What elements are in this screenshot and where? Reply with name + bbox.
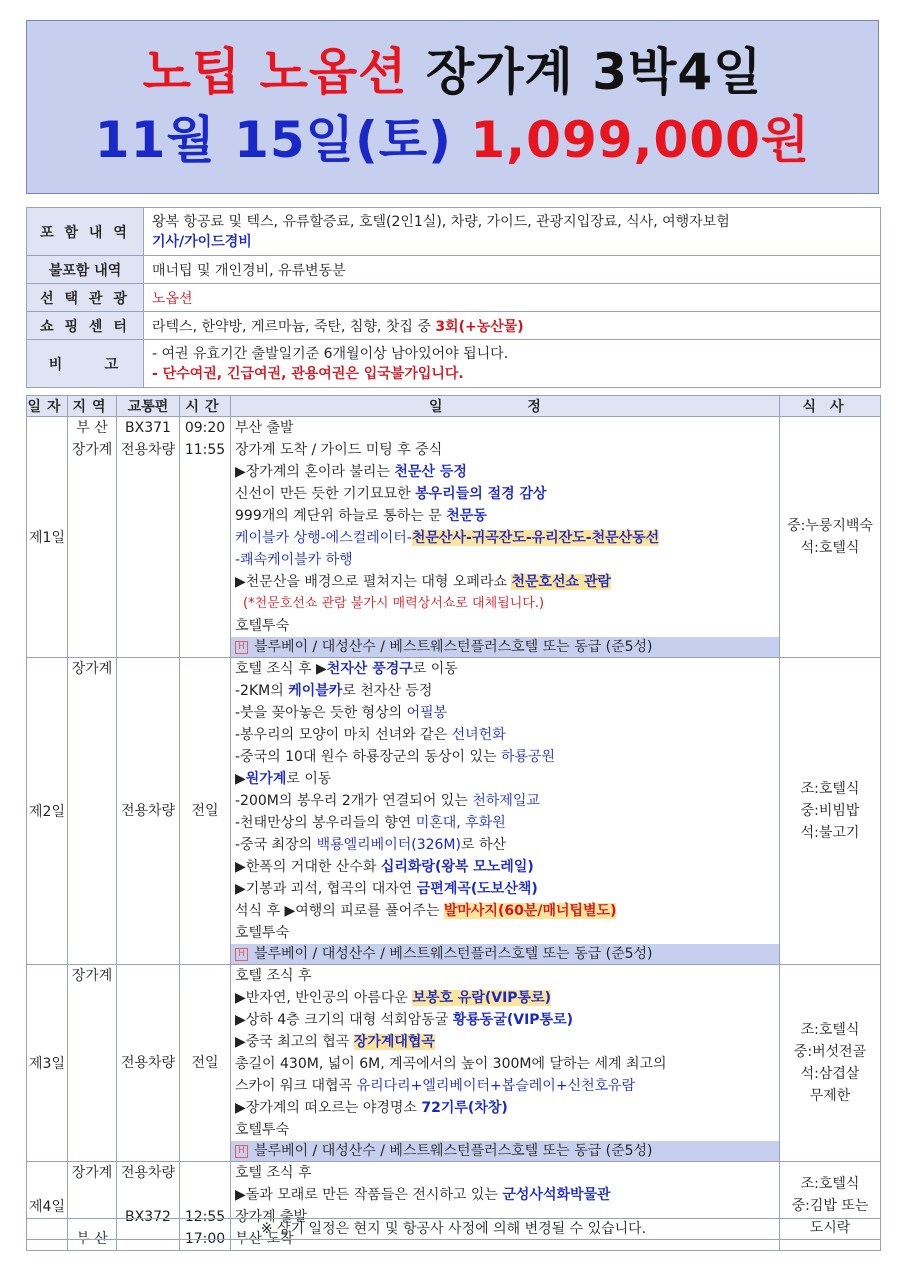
day3-hotel [231,1141,779,1161]
exclude-value: 매너팁 및 개인경비, 유류변동분 [144,256,881,284]
text: ▶반자연, 반인공의 아름다운 [235,990,413,1006]
remark-value [144,340,881,388]
banner-line-2 [27,109,878,171]
day1-time [180,417,231,658]
remark-2: - 단수여권, 긴급여권, 관용여권은 입국불가입니다. [152,365,464,382]
day3-line-e: 총길이 430M, 넓이 6M, 계곡에서의 높이 300M에 달하는 세계 최고의 [235,1056,667,1072]
shop-label: 쇼 핑 센 터 [27,312,144,340]
day1-line-f [235,527,775,549]
day3-transport: 전용차량 [117,965,180,1162]
hotel-text: 블루베이 / 대성산수 / 베스트웨스턴플러스호텔 또는 동급 (준5성) [254,639,653,655]
highlight: 유리다리+엘리베이터+봅슬레이+신천호유람 [356,1078,636,1094]
day2-line-f [235,768,775,790]
day4-meal-1: 조:호텔식 [800,1176,860,1192]
day1-line-a: 부산 출발 [235,420,294,436]
highlight: 어필봉 [406,705,448,721]
day3-meal-3: 석:삼겹살 [800,1066,860,1082]
hotel-text: 블루베이 / 대성산수 / 베스트웨스턴플러스호텔 또는 동급 (준5성) [254,946,653,962]
banner-no-tip: 노팁 노옵션 [142,43,408,101]
text: 로 하산 [460,837,507,853]
day4-line-c: 장가계 출발 [235,1209,308,1225]
day4-transport-2: BX372 [125,1209,171,1225]
text: 스카이 워크 대협곡 [235,1078,357,1094]
day2-line-e [235,746,775,768]
day4-time-2: 17:00 [184,1231,226,1247]
day1-line-h [235,571,775,593]
text: ▶천문산을 배경으로 펼쳐지는 대형 오페라쇼 [235,574,512,590]
highlight: 황룡동굴(VIP통로) [452,1012,573,1028]
text: 케이블카 상행-에스컬레이터- [235,530,412,546]
day2-line-i [235,834,775,856]
shop-text: 라텍스, 한약방, 게르마늄, 죽탄, 침향, 찻집 중 [152,318,436,335]
shop-count: 3회(+농산물) [435,318,524,335]
header-day: 일자 [27,396,68,417]
day1-time-2: 11:55 [184,442,226,458]
day3-line-f [235,1075,775,1097]
highlight: 장가계대협곡 [353,1034,435,1050]
highlight: 천문산사-귀곡잔도-유리잔도-천문산동선 [411,530,660,546]
day1-line-i: (*천문호선쇼 관람 불가시 매력상서쇼로 대체됩니다.) [243,596,545,611]
highlight: 군성사석화박물관 [502,1187,611,1203]
highlight: 하룡공원 [500,749,556,765]
text: 로 천자산 등정 [342,683,433,699]
day3-line-c [235,1009,775,1031]
spacer [180,1162,230,1206]
day2-meal-2: 중:비빔밥 [800,803,860,819]
text: -200M의 봉우리 2개가 연결되어 있는 [235,793,473,809]
text: ▶ [235,771,246,787]
highlight: 봉우리들의 절경 감상 [415,486,547,502]
text: -2KM의 [235,683,289,699]
day1-line-g: -쾌속케이블카 하행 [235,552,353,568]
day1-region [68,417,117,658]
day1-line-j: 호텔투숙 [235,618,290,634]
day1-row [27,417,881,658]
day3-time: 전일 [180,965,231,1162]
exclude-label: 불포함 내역 [27,256,144,284]
highlight: 백룡엘리베이터(326M) [316,837,461,853]
banner-trip: 장가계 3박4일 [425,43,763,101]
option-value: 노옵션 [144,284,881,312]
day3-meal-1: 조:호텔식 [800,1022,860,1038]
header-region: 지역 [68,396,117,417]
day4-time-1: 12:55 [184,1209,226,1225]
day3-line-h: 호텔투숙 [235,1122,290,1138]
day3-line-a: 호텔 조식 후 [235,968,312,984]
header-schedule: 일 정 [231,396,780,417]
day3-meal [780,965,881,1162]
day3-label: 제3일 [27,965,68,1162]
include-value [144,208,881,256]
hotel-text: 블루베이 / 대성산수 / 베스트웨스턴플러스호텔 또는 동급 (준5성) [254,1143,653,1159]
day2-schedule [231,658,780,965]
day2-hotel [231,944,779,964]
day4-line-b [235,1184,775,1206]
schedule-header [27,396,881,417]
day2-line-h [235,812,775,834]
option-label: 선 택 관 광 [27,284,144,312]
day2-line-j [235,856,775,878]
text: -붓을 꽂아놓은 듯한 형상의 [235,705,407,721]
footer-note: ※ 상기 일정은 현지 및 항공사 사정에 의해 변경될 수 있습니다. [26,1218,881,1240]
day4-line-a: 호텔 조식 후 [235,1165,312,1181]
banner-date: 11월 15일(토) [94,111,452,169]
day2-line-d [235,724,775,746]
day3-line-d [235,1031,775,1053]
hotel-icon: H [235,641,248,654]
hotel-icon: H [235,948,248,961]
shop-value [144,312,881,340]
text: 로 이동 [412,661,458,677]
text: ▶중국 최고의 협곡 [235,1034,354,1050]
day4-region-2: 부 산 [76,1231,108,1247]
include-label: 포 함 내 역 [27,208,144,256]
remark-label: 비 고 [27,340,144,388]
day2-meal [780,658,881,965]
day3-line-g [235,1097,775,1119]
day2-line-m: 호텔투숙 [235,925,290,941]
day4-label: 제4일 [27,1162,68,1251]
day1-transport-1: BX371 [125,420,171,436]
text: 신선이 만든 듯한 기기묘묘한 [235,486,416,502]
text: ▶돌과 모래로 만든 작품들은 전시하고 있는 [235,1187,503,1203]
header-time: 시간 [180,396,231,417]
day2-line-a [235,658,775,680]
day1-meal-2: 석:호텔식 [800,540,860,556]
day1-meal-1: 중:누룽지백숙 [787,518,873,534]
day2-time: 전일 [180,658,231,965]
highlight: 천하제일교 [472,793,540,809]
spacer [117,1184,179,1206]
day1-line-c [235,461,775,483]
day3-line-b [235,987,775,1009]
text: -중국 최장의 [235,837,317,853]
day1-transport-2: 전용차량 [120,442,176,458]
text: ▶기봉과 괴석, 협곡의 대자연 [235,881,417,897]
day2-meal-1: 조:호텔식 [800,781,860,797]
highlight: 발마사지(60분/매너팁별도) [443,903,617,919]
highlight: 72기루(차창) [421,1100,508,1116]
day1-transport [117,417,180,658]
text: 로 이동 [286,771,332,787]
highlight: 천문호선쇼 관람 [511,574,611,590]
banner-line-1 [27,41,878,103]
day1-hotel [231,637,779,657]
day3-region: 장가계 [68,965,117,1162]
highlight: 천자산 풍경구 [326,661,413,677]
highlight: 십리화랑(왕복 모노레일) [380,859,534,875]
day2-row [27,658,881,965]
text: -중국의 10대 원수 하룡장군의 동상이 있는 [235,749,501,765]
day2-line-l [235,900,775,922]
text: ▶장가계의 떠오르는 야경명소 [235,1100,422,1116]
day4-line-d: 부산 도착 [235,1231,294,1247]
text: ▶상하 4층 크기의 대형 석회암동굴 [235,1012,453,1028]
day2-line-g [235,790,775,812]
schedule-table [26,395,881,1251]
day1-region-1: 부 산 [76,420,108,436]
day3-meal-4: 무제한 [809,1088,851,1104]
banner-price: 1,099,000원 [470,111,811,169]
highlight: 원가계 [245,771,287,787]
day2-label: 제2일 [27,658,68,965]
day1-line-e [235,505,775,527]
header-meal: 식사 [780,396,881,417]
title-banner [26,20,879,194]
hotel-icon: H [235,1145,248,1158]
day3-row [27,965,881,1162]
text: 999개의 계단위 하늘로 통하는 문 [235,508,447,524]
day2-line-b [235,680,775,702]
highlight: 금편계곡(도보산책) [416,881,538,897]
include-text: 왕복 항공료 및 텍스, 유류할증료, 호텔(2인1실), 차량, 가이드, 관광지입장료, 식사, 여행자보험 [152,213,730,230]
day1-time-1: 09:20 [184,420,226,436]
day2-line-k [235,878,775,900]
highlight: 케이블카 [288,683,343,699]
info-table [26,207,881,388]
day1-label: 제1일 [27,417,68,658]
highlight: 보봉호 유람(VIP통로) [412,990,551,1006]
day2-line-c [235,702,775,724]
header-transport: 교통편 [117,396,180,417]
text: -봉우리의 모양이 마치 선녀와 같은 [235,727,452,743]
text: -천태만상의 봉우리들의 향연 [235,815,416,831]
day1-line-d [235,483,775,505]
day2-region: 장가계 [68,658,117,965]
highlight: 미혼대, 후화원 [415,815,506,831]
day2-meal-3: 석:불고기 [800,825,860,841]
text: ▶장가계의 혼이라 불리는 [235,464,395,480]
day4-meal-3: 도시락 [809,1220,851,1236]
text: ▶한폭의 거대한 산수화 [235,859,381,875]
text: 호텔 조식 후 ▶ [235,661,327,677]
highlight: 천문산 등정 [394,464,467,480]
day2-transport: 전용차량 [117,658,180,965]
day3-schedule [231,965,780,1162]
include-extra: 기사/가이드경비 [152,233,252,250]
highlight: 천문동 [446,508,487,524]
day4-meal-2: 중:김밥 또는 [791,1198,869,1214]
day4-region-1: 장가계 [71,1165,113,1181]
day3-meal-2: 중:버섯전골 [793,1044,867,1060]
day1-meal [780,417,881,658]
day1-region-2: 장가계 [71,442,113,458]
day4-transport-1: 전용차량 [120,1165,176,1181]
text: 석식 후 ▶여행의 피로를 풀어주는 [235,903,444,919]
remark-1: - 여권 유효기간 출발일기준 6개월이상 남아있어야 됩니다. [152,345,509,362]
day1-schedule [231,417,780,658]
day1-line-b: 장가계 도착 / 가이드 미팅 후 중식 [235,442,443,458]
highlight: 선녀헌화 [451,727,506,743]
